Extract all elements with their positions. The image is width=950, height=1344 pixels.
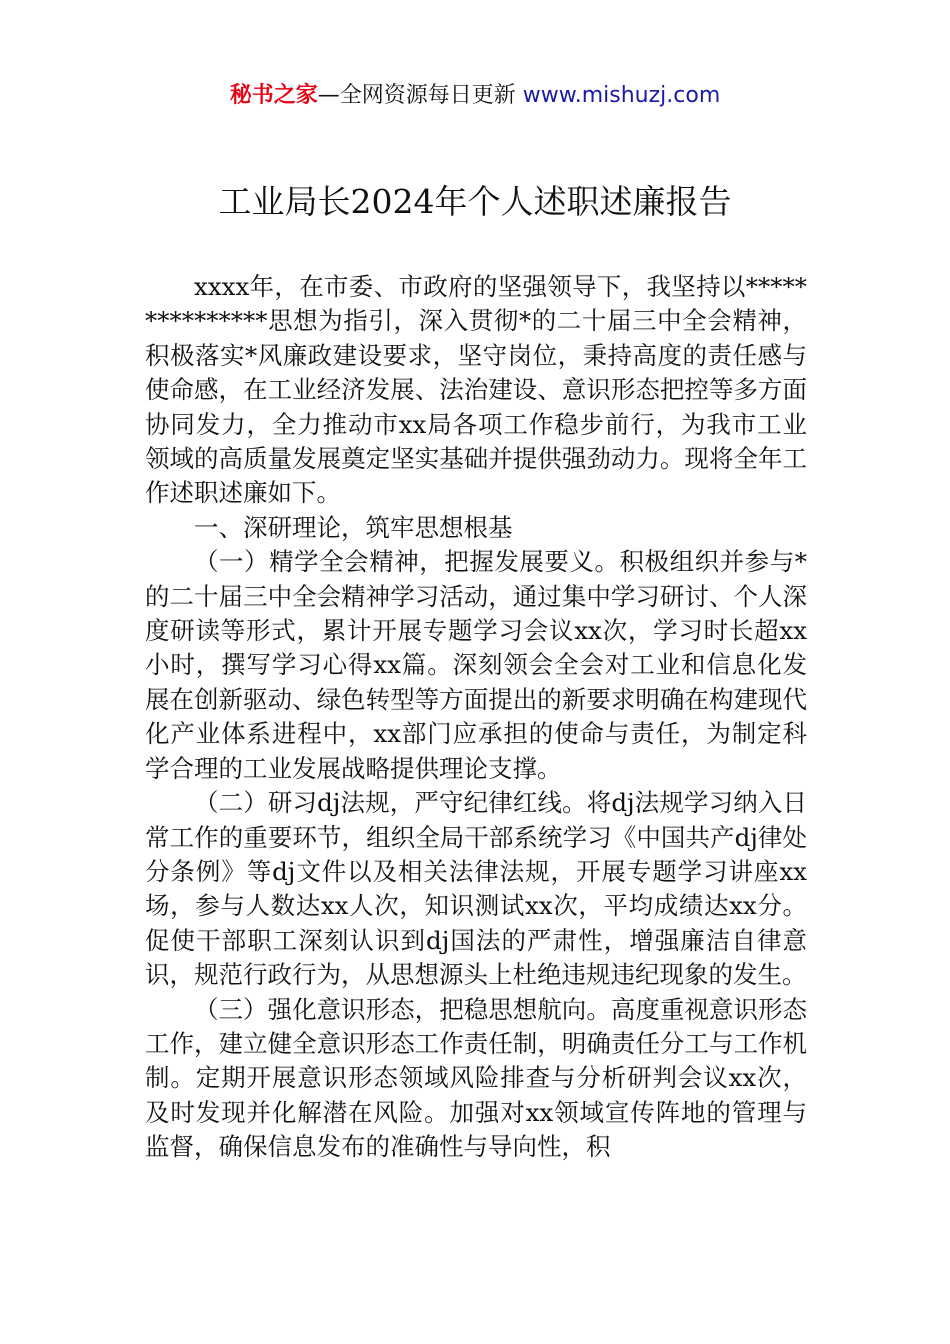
site-tagline: —全网资源每日更新 [317,83,523,108]
document-title: 工业局长2024年个人述职述廉报告 [218,182,732,221]
subsection-paragraph-2: （二）研习dj法规，严守纪律红线。将dj法规学习纳入日常工作的重要环节，组织全局干部系统学习《中国共产dj律处分条例》等dj文件以及相关法律法规，开展专题学习讲座xx场，参与人数达xx人次，知识测试xx次，平均成绩达xx分。促使干部职工深刻认识到dj国法的严肃性，增强廉洁自律意识，规范行政行为，从思想源头上杜绝违规违纪现象的发生。 [145,788,807,990]
subsection-paragraph-1: （一）精学全会精神，把握发展要义。积极组织并参与*的二十届三中全会精神学习活动，通过集中学习研讨、个人深度研读等形式，累计开展专题学习会议xx次，学习时长超xx小时，撰写学习心得xx篇。深刻领会全会对工业和信息化发展在创新驱动、绿色转型等方面提出的新要求明确在构建现代化产业体系进程中，xx部门应承担的使命与责任，为制定科学合理的工业发展战略提供理论支撑。 [145,547,807,783]
section-heading: 一、深研理论，筑牢思想根基 [194,512,513,542]
site-url-link[interactable]: www.mishuzj.com [522,83,721,108]
subsection-paragraph-3: （三）强化意识形态，把稳思想航向。高度重视意识形态工作，建立健全意识形态工作责任制，明确责任分工与工作机制。定期开展意识形态领域风险排查与分析研判会议xx次，及时发现并化解潜在风险。加强对xx领域宣传阵地的管理与监督，确保信息发布的准确性与导向性，积 [145,994,807,1162]
site-header [0,80,950,112]
site-brand: 秘书之家 [229,83,318,108]
document-body [145,270,807,1165]
intro-paragraph: xxxx年，在市委、市政府的坚强领导下，我坚持以***************思想为指引，深入贯彻*的二十届三中全会精神，积极落实*风廉政建设要求，坚守岗位，秉持高度的责任感与使命感，在工业经济发展、法治建设、意识形态把控等多方面协同发力，全力推动市xx局各项工作稳步前行，为我市工业领域的高质量发展奠定坚实基础并提供强劲动力。现将全年工作述职述廉如下。 [145,272,807,508]
